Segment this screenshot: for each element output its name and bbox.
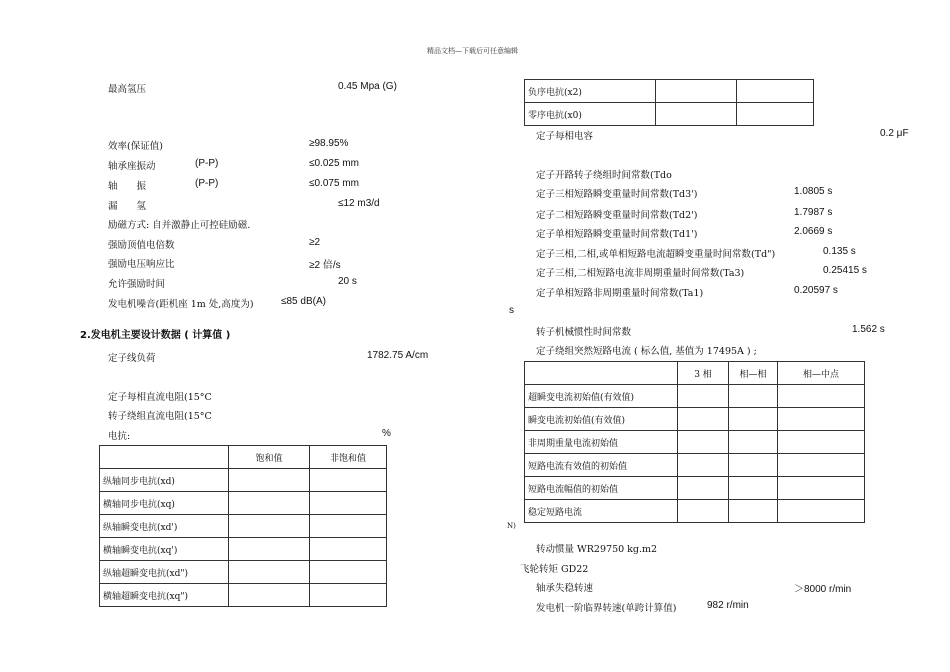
table-row xyxy=(100,469,387,492)
table-header-cell: 相—中点 xyxy=(778,362,865,385)
stator-load-label: 定子线负荷 xyxy=(108,353,156,364)
allow-time-value: 20 s xyxy=(338,276,357,287)
tc-value: 2.0669 s xyxy=(794,226,833,237)
shaft-value: ≤0.075 mm xyxy=(309,178,359,189)
reactance-unit: % xyxy=(382,428,391,439)
allow-time-label: 允许强励时间 xyxy=(108,279,166,290)
tc-label: 定子三相短路瞬变重量时间常数(Td3') xyxy=(536,189,698,200)
flywheel-label: 飞轮转矩 GD22 xyxy=(520,564,589,575)
shaft-label: 轴 振 xyxy=(108,181,147,192)
cap-label: 定子每相电容 xyxy=(536,131,594,142)
bearing-value: ≤0.025 mm xyxy=(309,158,359,169)
table-row xyxy=(525,431,865,454)
row-label: 横轴超瞬变电抗(xq") xyxy=(100,584,229,607)
table-row xyxy=(525,80,814,103)
table-row xyxy=(525,385,865,408)
table-row xyxy=(100,538,387,561)
reactance-label: 电抗: xyxy=(108,431,131,442)
reactance-table xyxy=(99,445,387,607)
table-header-row xyxy=(525,362,865,385)
bearing-label: 轴承座振动 xyxy=(108,161,156,172)
table-header-cell: 非饱和值 xyxy=(310,446,387,469)
efficiency-value: ≥98.95% xyxy=(309,138,349,149)
efficiency-label: 效率(保证值) xyxy=(108,141,163,152)
row-label: 纵轴同步电抗(xd) xyxy=(100,469,229,492)
noise-value: ≤85 dB(A) xyxy=(281,296,326,307)
noise-label: 发电机噪音(距机座 1m 处,高度为) xyxy=(108,299,254,310)
bearing-pp: (P-P) xyxy=(195,158,219,169)
table-row xyxy=(525,408,865,431)
table-row xyxy=(525,500,865,523)
rotor-res-label: 转子绕组直流电阻(15°C xyxy=(108,411,212,422)
sc-label: 定子绕组突然短路电流 ( 标么值, 基值为 17495A ) ; xyxy=(536,346,757,357)
table-header-row xyxy=(100,446,387,469)
row-label: 超瞬变电流初始值(有效值) xyxy=(525,385,678,408)
row-label: 横轴同步电抗(xq) xyxy=(100,492,229,515)
row-label: 横轴瞬变电抗(xq') xyxy=(100,538,229,561)
moment-label: 转动惯量 WR29750 kg.m2 xyxy=(536,544,658,555)
s-wrap: s xyxy=(509,305,514,316)
table-row xyxy=(525,103,814,126)
tc-label: 定子二相短路瞬变重量时间常数(Td2') xyxy=(536,210,698,221)
tc-value: 0.135 s xyxy=(823,246,856,257)
max-h2-label: 最高氢压 xyxy=(108,84,147,95)
tc-label: 定子三相,二相,或单相短路电流超瞬变重量时间常数(Td") xyxy=(536,249,776,260)
tc-label: 定子单相短路瞬变重量时间常数(Td1') xyxy=(536,229,698,240)
leak-label: 漏 氢 xyxy=(108,201,147,212)
ceiling-label: 强励顶值电倍数 xyxy=(108,240,175,251)
row-label: 纵轴超瞬变电抗(xd") xyxy=(100,561,229,584)
table-row xyxy=(100,492,387,515)
tc-value: 1.7987 s xyxy=(794,207,833,218)
row-label: 负序电抗(x2) xyxy=(525,80,656,103)
table-row xyxy=(100,584,387,607)
row-label: 短路电流幅值的初始值 xyxy=(525,477,678,500)
row-label: 短路电流有效值的初始值 xyxy=(525,454,678,477)
table-row xyxy=(100,515,387,538)
n-mark: N) xyxy=(507,522,516,530)
shaft-pp: (P-P) xyxy=(195,178,219,189)
page-header: 精品文档—下载后可任意编辑 xyxy=(427,47,518,55)
table-row xyxy=(525,454,865,477)
table-header-cell xyxy=(100,446,229,469)
table-header-cell xyxy=(525,362,678,385)
table-row xyxy=(100,561,387,584)
response-label: 强励电压响应比 xyxy=(108,259,175,270)
critical-speed-label: 发电机一阶临界转速(单跨计算值) xyxy=(536,603,677,614)
row-label: 瞬变电流初始值(有效值) xyxy=(525,408,678,431)
bearing-speed-label: 轴承失稳转速 xyxy=(536,583,594,594)
tc-value: 0.25415 s xyxy=(823,265,867,276)
short-circuit-table xyxy=(524,361,865,523)
row-label: 零序电抗(x0) xyxy=(525,103,656,126)
row-label: 非周期重量电流初始值 xyxy=(525,431,678,454)
table-header-cell: 饱和值 xyxy=(229,446,310,469)
inertia-tc-value: 1.562 s xyxy=(852,324,885,335)
section2-title: 2.发电机主要设计数据 ( 计算值 ) xyxy=(80,330,231,341)
bearing-speed-value: ＞8000 r/min xyxy=(794,584,852,595)
tc-value: 1.0805 s xyxy=(794,186,833,197)
inertia-tc-label: 转子机械惯性时间常数 xyxy=(536,327,632,338)
ceiling-value: ≥2 xyxy=(309,237,321,248)
table-header-cell: 3 相 xyxy=(678,362,729,385)
max-h2-value: 0.45 Mpa (G) xyxy=(338,81,397,92)
stator-res-label: 定子每相直流电阻(15°C xyxy=(108,392,212,403)
table-header-cell: 相—相 xyxy=(729,362,778,385)
critical-speed-value: 982 r/min xyxy=(707,600,749,611)
stator-load-value: 1782.75 A/cm xyxy=(367,350,429,361)
leak-value: ≤12 m3/d xyxy=(338,198,380,209)
open-tc-label: 定子开路转子绕组时间常数(Tdo xyxy=(536,170,672,181)
row-label: 纵轴瞬变电抗(xd') xyxy=(100,515,229,538)
tc-label: 定子单相短路非周期重量时间常数(Ta1) xyxy=(536,288,704,299)
response-value: ≥2 倍/s xyxy=(309,260,341,271)
tc-value: 0.20597 s xyxy=(794,285,838,296)
row-label: 稳定短路电流 xyxy=(525,500,678,523)
table-row xyxy=(525,477,865,500)
excitation-mode: 励磁方式: 自并激静止可控硅励磁. xyxy=(108,220,251,231)
tc-label: 定子三相,二相短路电流非周期重量时间常数(Ta3) xyxy=(536,268,745,279)
sequence-reactance-table xyxy=(524,79,814,126)
cap-value: 0.2 μF xyxy=(880,128,909,139)
